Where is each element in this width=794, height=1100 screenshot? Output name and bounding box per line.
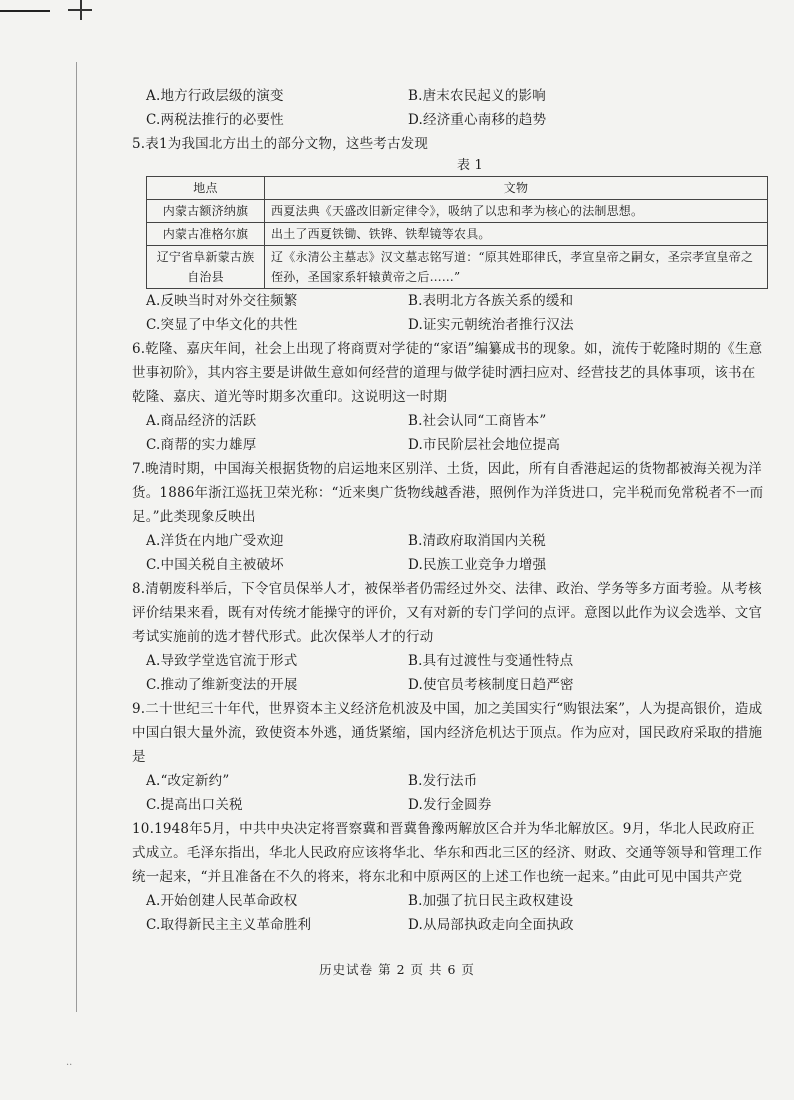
q6-options-row-1: [132, 409, 768, 433]
q8-options-row-1: [132, 649, 768, 673]
cell-place: 内蒙古准格尔旗: [147, 223, 265, 246]
q8-option-a: A.导致学堂选官流于形式: [146, 653, 298, 669]
table-row: [147, 200, 768, 223]
q4-options-row-1: [132, 84, 768, 108]
q6-option-a: A.商品经济的活跃: [146, 413, 257, 429]
table-row: [147, 223, 768, 246]
q10-options-row-1: [132, 889, 768, 913]
q8-option-b: B.具有过渡性与变通性特点: [408, 653, 574, 669]
q10-option-b: B.加强了抗日民主政权建设: [408, 893, 574, 909]
q8-options-row-2: [132, 673, 768, 697]
q9-option-b: B.发行法币: [408, 773, 478, 789]
crop-mark-horizontal: [68, 9, 92, 11]
q9-option-c: C.提高出口关税: [146, 797, 243, 813]
q7-options-row-1: [132, 529, 768, 553]
q10-option-d: D.从局部执政走向全面执政: [408, 917, 574, 933]
table-row: [147, 246, 768, 289]
q10-options-row-2: [132, 913, 768, 937]
q9-option-a: A.“改定新约”: [146, 773, 230, 789]
q10-stem: 10.1948年5月，中共中央决定将晋察冀和晋冀鲁豫两解放区合并为华北解放区。9月，华北人民政府正式成立。毛泽东指出，华北人民政府应该将华北、华东和西北三区的经济、财政、交通等领导和管理工作统一起来，“并且准备在不久的将来，将东北和中原两区的上述工作也统一起来。”由此可见中国共产党: [132, 821, 763, 885]
q9-option-d: D.发行金圆券: [408, 797, 492, 813]
exam-content: [132, 84, 768, 937]
q6-stem: 6.乾隆、嘉庆年间，社会上出现了将商贾对学徒的“家语”编纂成书的现象。如，流传于乾隆时期的《生意世事初阶》，其内容主要是讲做生意如何经营的道理与做学徒时洒扫应对、经营技艺的具体事项，该书在乾隆、嘉庆、道光等时期多次重印。这说明这一时期: [132, 341, 763, 405]
relics-table: [146, 176, 768, 289]
top-edge-line: [0, 10, 50, 12]
q10-option-c: C.取得新民主主义革命胜利: [146, 917, 312, 933]
q7-option-b: B.清政府取消国内关税: [408, 533, 546, 549]
q4-option-b: B.唐末农民起义的影响: [408, 88, 546, 104]
header-relic: 文物: [265, 177, 768, 200]
q10-option-a: A.开始创建人民革命政权: [146, 893, 298, 909]
cell-place: 内蒙古额济纳旗: [147, 200, 265, 223]
cell-relic: 出土了西夏铁锄、铁铧、铁犁镜等农具。: [265, 223, 768, 246]
q6-options-row-2: [132, 433, 768, 457]
table-caption: 表 1: [456, 158, 483, 173]
cell-relic: 辽《永清公主墓志》汉文墓志铭写道：“原其姓耶律氏，孝宣皇帝之嗣女，圣宗孝宣皇帝之侄孙，圣国家系轩辕黄帝之后……”: [265, 246, 768, 289]
q4-option-a: A.地方行政层级的演变: [146, 88, 284, 104]
q4-options-row-2: [132, 108, 768, 132]
q5-stem: 5.表1为我国北方出土的部分文物，这些考古发现: [132, 136, 429, 152]
table-header-row: [147, 177, 768, 200]
q5-options-row-1: [132, 289, 768, 313]
page-footer: 历史试卷 第 2 页 共 6 页: [319, 962, 475, 977]
header-place: 地点: [147, 177, 265, 200]
q7-stem: 7.晚清时期，中国海关根据货物的启运地来区别洋、土货，因此，所有自香港起运的货物都被海关视为洋货。1886年浙江巡抚卫荣光称：“近来奥广货物线越香港，照例作为洋货进口，完半税而免常税者不一而足。”此类现象反映出: [132, 461, 764, 525]
cell-relic: 西夏法典《天盛改旧新定律令》，吸纳了以忠和孝为核心的法制思想。: [265, 200, 768, 223]
scan-speck: ··: [66, 1060, 73, 1071]
q7-option-d: D.民族工业竞争力增强: [408, 557, 547, 573]
q6-option-d: D.市民阶层社会地位提高: [408, 437, 561, 453]
q4-option-d: D.经济重心南移的趋势: [408, 112, 547, 128]
q8-stem: 8.清朝废科举后，下令官员保举人才，被保举者仍需经过外交、法律、政治、学务等多方面考验。从考核评价结果来看，既有对传统才能操守的评价，又有对新的专门学问的点评。意图以此作为议会选举、文官考试实施前的选才替代形式。此次保举人才的行动: [132, 581, 763, 645]
q9-options-row-2: [132, 793, 768, 817]
q5-options-row-2: [132, 313, 768, 337]
binding-margin-line: [76, 62, 77, 1012]
q4-option-c: C.两税法推行的必要性: [146, 112, 284, 128]
q7-option-c: C.中国关税自主被破坏: [146, 557, 284, 573]
q5-option-a: A.反映当时对外交往频繁: [146, 293, 298, 309]
q7-options-row-2: [132, 553, 768, 577]
q5-option-d: D.证实元朝统治者推行汉法: [408, 317, 574, 333]
cell-place: 辽宁省阜新蒙古族自治县: [147, 246, 265, 289]
q9-stem: 9.二十世纪三十年代，世界资本主义经济危机波及中国，加之美国实行“购银法案”，人为提高银价，造成中国白银大量外流，致使资本外逃，通货紧缩，国内经济危机达于顶点。作为应对，国民政府采取的措施是: [132, 701, 763, 765]
q5-option-c: C.突显了中华文化的共性: [146, 317, 298, 333]
q5-option-b: B.表明北方各族关系的缓和: [408, 293, 574, 309]
q6-option-c: C.商帮的实力雄厚: [146, 437, 257, 453]
q8-option-c: C.推动了维新变法的开展: [146, 677, 298, 693]
q9-options-row-1: [132, 769, 768, 793]
q7-option-a: A.洋货在内地广受欢迎: [146, 533, 284, 549]
q6-option-b: B.社会认同“工商皆本”: [408, 413, 547, 429]
q8-option-d: D.使官员考核制度日趋严密: [408, 677, 574, 693]
